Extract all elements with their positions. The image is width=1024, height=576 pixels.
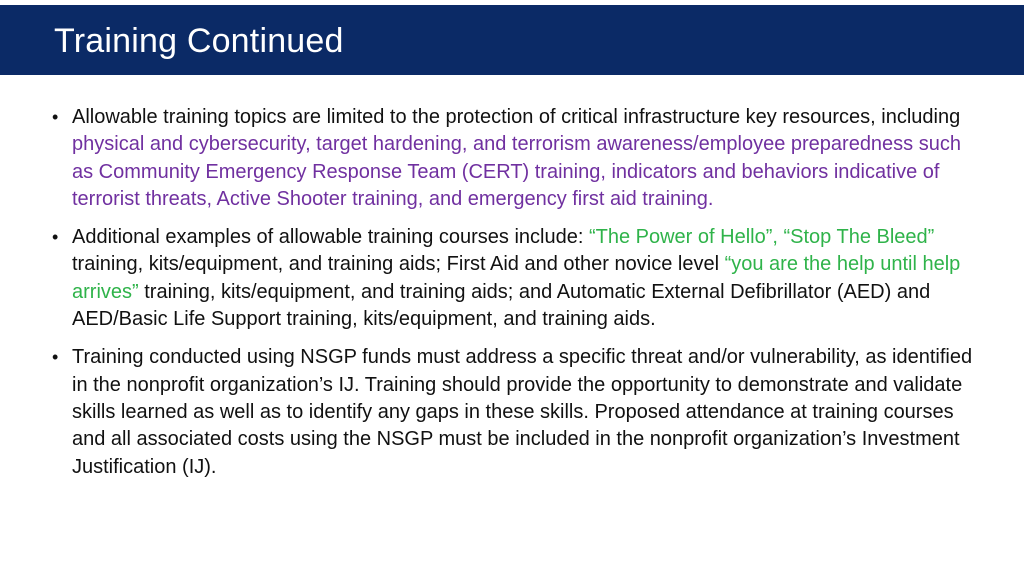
bullet-text: training, kits/equipment, and training aids; and Automatic External Defibrillator (AED) and AED/Basic Life Support training, kits/equipment, and training aids. <box>72 280 931 331</box>
bullet-list <box>52 104 982 492</box>
bullet-text: Allowable training topics are limited to the protection of critical infrastructure key resources, including <box>72 106 961 128</box>
highlighted-text: physical and cybersecurity, target hardening, and terrorism awareness/employee preparedness such as Community Emergency Response Team (CERT) training, indicators and behaviors indicative of terrorist threats, Active Shooter training, and emergency first aid training. <box>72 133 961 210</box>
bullet-text: Training conducted using NSGP funds must address a specific threat and/or vulnerability, as identified in the nonprofit organization’s IJ. Training should provide the opportunity to demonstrate and validate skills learned as well as to identify any gaps in these skills. Proposed attendance at training courses and all associated costs using the NSGP must be included in the nonprofit organization’s Investment Justification (IJ). <box>72 346 973 478</box>
bullet-text: Additional examples of allowable training courses include: <box>72 226 589 249</box>
bullet-icon: • <box>52 347 59 368</box>
bullet-text: training, kits/equipment, and training aids; First Aid and other novice level <box>72 253 725 276</box>
highlighted-text: “The Power of Hello”, “Stop The Bleed” <box>588 226 935 249</box>
slide-title: Training Continued <box>54 22 344 60</box>
title-bar <box>0 5 1024 75</box>
bullet-item-nsgp-funds <box>52 344 982 480</box>
bullet-icon: • <box>52 107 59 127</box>
bullet-item-training-courses <box>52 224 982 333</box>
highlighted-text: “you are the help until help arrives” <box>72 253 961 303</box>
bullet-icon: • <box>52 227 59 248</box>
bullet-item-training-topics <box>52 104 982 213</box>
